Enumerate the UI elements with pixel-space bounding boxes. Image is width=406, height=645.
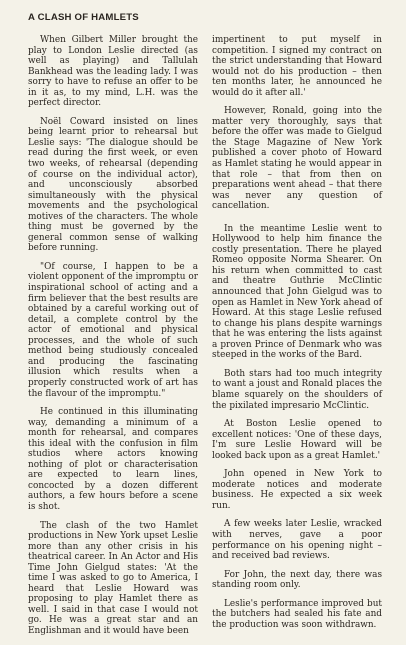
article-title: A CLASH OF HAMLETS	[28, 12, 139, 23]
paragraph: Leslie's performance improved but the butchers had sealed his fate and the production was soon withdrawn.	[212, 598, 382, 630]
paragraph: In the meantime Leslie went to Hollywood to help him finance the costly presentation. There he played Romeo opposite Norma Shearer. On his return when committed to cast and theatre Guthrie McClintic announced that John Gielgud was to open as Hamlet in New York ahead of Howard. At this stage Leslie refused to change his plans despite warnings that he was entering the lists against a proven Prince of Denmark who was steeped in the works of the Bard.	[212, 223, 382, 361]
paragraph: For John, the next day, there was standing room only.	[212, 569, 382, 591]
right-column	[212, 35, 382, 645]
article-body	[28, 35, 394, 645]
paragraph: impertinent to put myself in competition. I signed my contract on the strict understanding that Howard would not do his production – then ten months later, he announced he would do it after all.'	[212, 35, 382, 98]
paragraph: Both stars had too much integrity to want a joust and Ronald places the blame squarely on the shoulders of the pixilated impresario McClintic.	[212, 368, 382, 411]
paragraph: When Gilbert Miller brought the play to London Leslie directed (as well as playing) and Tallulah Bankhead was the leading lady. I was sorry to have to refuse an offer to be in it as, to my mind, L.H. was the perfect director.	[28, 35, 198, 109]
paragraph: John opened in New York to moderate notices and moderate business. He expected a six week run.	[212, 469, 382, 511]
paragraph: "Of course, I happen to be a violent opponent of the impromptu or inspirational school of acting and a firm believer that the best results are obtained by a careful working out of detail, a complete control by the actor of emotional and physical processes, and the whole of such method being studiously concealed and producing the fascinating illusion which results when a properly constructed work of art has the flavour of the impromptu."	[28, 261, 198, 399]
paragraph: The clash of the two Hamlet productions in New York upset Leslie more than any other crisis in his theatrical career. In An Actor and His Time John Gielgud states: 'At the time I was asked to go to America, I heard that Leslie Howard was proposing to play Hamlet there as well. I said in that case I would not go. He was a great star and an Englishman and it would have been	[28, 520, 198, 636]
paragraph: He continued in this illuminating way, demanding a minimum of a month for rehearsal, and compares this ideal with the confusion in film studios where actors knowing nothing of plot or characterisation are expected to learn lines, concocted by a dozen different authors, a few hours before a scene is shot.	[28, 407, 198, 512]
paragraph: However, Ronald, going into the matter very thoroughly, says that before the offer was made to Gielgud the Stage Magazine of New York published a cover photo of Howard as Hamlet stating he would appear in that role – that from then on preparations went ahead – that there was never any question of cancellation.	[212, 106, 382, 212]
paragraph: At Boston Leslie opened to excellent notices: 'One of these days, I'm sure Leslie Howard will be looked back upon as a great Hamlet.'	[212, 419, 382, 461]
paragraph: A few weeks later Leslie, wracked with nerves, gave a poor performance on his opening night – and received bad reviews.	[212, 519, 382, 562]
paragraph: Noël Coward insisted on lines being learnt prior to rehearsal but Leslie says: 'The dialogue should be read during the first week, or even two weeks, of rehearsal (depending of course on the individual actor), and unconsciously absorbed simultaneously with the physical movements and the psychological motives of the characters. The whole thing must be governed by the general common sense of walking before running.	[28, 116, 198, 254]
left-column	[28, 35, 198, 645]
